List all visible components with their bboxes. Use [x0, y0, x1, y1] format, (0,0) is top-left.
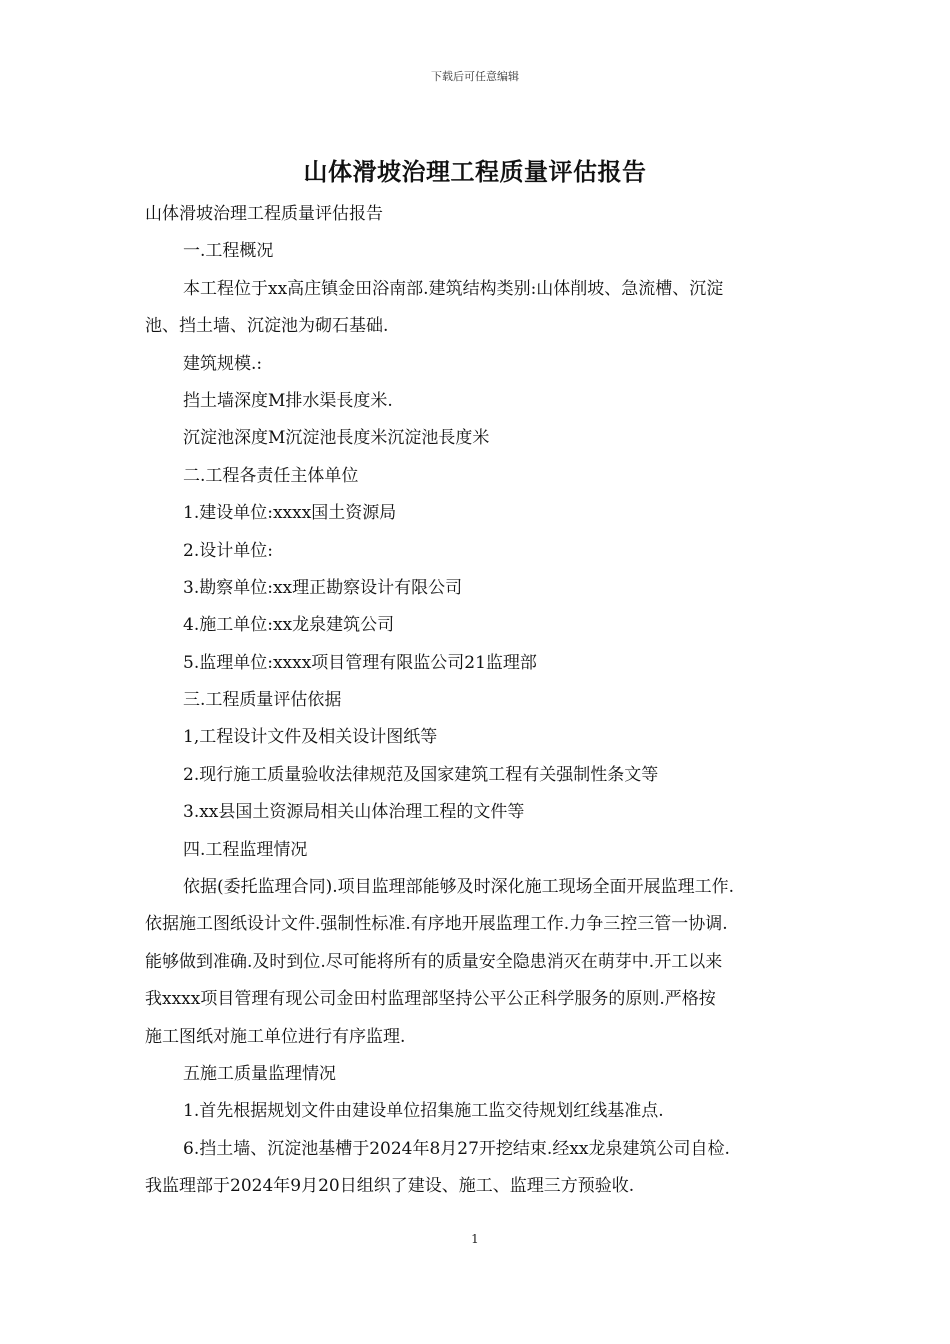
list-item: 1.首先根据规划文件由建设单位招集施工监交待规划红线基准点.	[183, 1101, 664, 1122]
list-item: 6.挡土墙、沉淀池基槽于2024年8月27开挖结束.经xx龙泉建筑公司自检.	[183, 1138, 730, 1159]
body-line: 池、挡土墙、沉淀池为砌石基础.	[145, 316, 389, 337]
list-item: 2.设计单位:	[183, 540, 273, 561]
body-line: 挡土墙深度M排水渠長度米.	[183, 390, 393, 411]
section-heading: 二.工程各责任主体单位	[183, 465, 359, 486]
document-title: 山体滑坡治理工程质量评估报告	[303, 157, 647, 186]
section-heading: 五施工质量监理情况	[183, 1063, 336, 1084]
list-item: 1.建设单位:xxxx国土资源局	[183, 503, 397, 524]
list-item: 5.监理单位:xxxx项目管理有限监公司21监理部	[183, 652, 537, 673]
list-item: 2.现行施工质量验收法律规范及国家建筑工程有关强制性条文等	[183, 764, 659, 785]
body-line: 施工图纸对施工单位进行有序监理.	[145, 1026, 406, 1047]
body-line: 沉淀池深度M沉淀池長度米沉淀池長度米	[183, 428, 490, 449]
body-line: 建筑规模.:	[183, 353, 263, 374]
body-line: 本工程位于xx高庄镇金田浴南部.建筑结构类别:山体削坡、急流槽、沉淀	[183, 278, 724, 299]
section-heading: 四.工程监理情况	[183, 839, 308, 860]
page-number: 1	[471, 1232, 479, 1246]
list-item: 1,工程设计文件及相关设计图纸等	[183, 727, 438, 748]
document-body	[145, 196, 813, 1206]
section-heading: 一.工程概况	[183, 241, 274, 262]
list-item: 3.勘察单位:xx理正勘察设计有限公司	[183, 577, 463, 598]
body-line: 依据施工图纸设计文件.强制性标准.有序地开展监理工作.力争三控三管一协调.	[145, 914, 728, 935]
body-line: 我xxxx项目管理有现公司金田村监理部坚持公平公正科学服务的原则.严格按	[145, 989, 716, 1010]
section-heading: 三.工程质量评估依据	[183, 690, 342, 711]
body-line: 依据(委托监理合同).项目监理部能够及时深化施工现场全面开展监理工作.	[183, 877, 735, 898]
body-line: 能够做到准确.及时到位.尽可能将所有的质量安全隐患消灭在萌芽中.开工以来	[145, 951, 723, 972]
body-line: 我监理部于2024年9月20日组织了建设、施工、监理三方预验收.	[145, 1176, 635, 1197]
header-note: 下载后可任意编辑	[431, 70, 519, 83]
list-item: 4.施工单位:xx龙泉建筑公司	[183, 615, 395, 636]
list-item: 3.xx县国土资源局相关山体治理工程的文件等	[183, 802, 525, 823]
body-line: 山体滑坡治理工程质量评估报告	[145, 204, 383, 224]
